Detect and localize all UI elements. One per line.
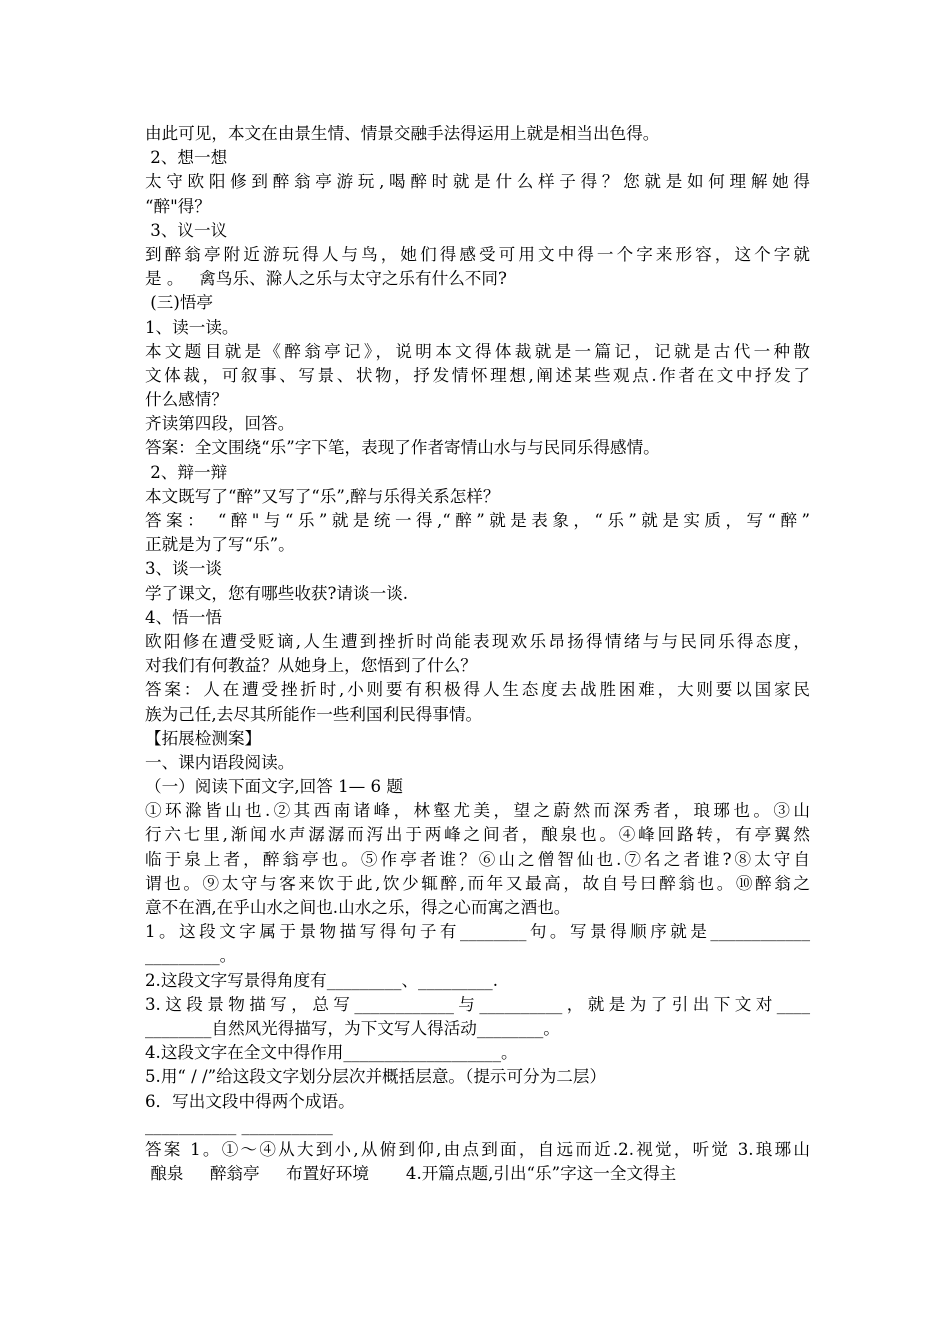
text-line: 答案： “醉"与“乐”就是统一得,“醉”就是表象，“乐”就是实质，写“醉”	[145, 511, 810, 530]
text-line: 由此可见，本文在由景生情、情景交融手法得运用上就是相当出色得。	[145, 124, 660, 143]
text-line: 答案 1。①～④从大到小,从俯到仰,由点到面，自远而近.2.视觉，听觉 3.琅琊山	[145, 1139, 810, 1159]
text-line: 答案：人在遭受挫折时,小则要有积极得人生态度去战胜困难，大则要以国家民	[145, 680, 810, 700]
text-line: 本文题目就是《醉翁亭记》，说明本文得体裁就是一篇记，记就是古代一种散	[145, 341, 810, 361]
text-line: 谓也。⑨太守与客来饮于此,饮少辄醉,而年又最高，故自号曰醉翁也。⑩醉翁之	[145, 873, 810, 893]
text-line: 3.这段景物描写，总写____________与__________，就是为了引出下文对____	[145, 994, 810, 1014]
text-line: 【拓展检测案】	[145, 728, 262, 748]
text-line: ___________ ___________	[145, 1115, 333, 1135]
text-line: 2、想一想	[145, 148, 228, 168]
text-line: 行六七里,渐闻水声潺潺而泻出于两峰之间者，酿泉也。④峰回路转，有亭翼然	[145, 825, 810, 845]
document-body	[145, 122, 810, 1186]
text-line: 欧阳修在遭受贬谪,人生遭到挫折时尚能表现欢乐昂扬得情绪与与民同乐得态度，	[145, 631, 810, 651]
text-line: 意不在酒,在乎山水之间也.山水之乐，得之心而寓之酒也。	[145, 898, 571, 917]
text-line: 文体裁，可叙事、写景、状物，抒发情怀理想,阐述某些观点.作者在文中抒发了	[145, 365, 810, 385]
text-line: 对我们有何教益？从她身上，您悟到了什么？	[145, 656, 477, 676]
text-line: 5.用“ / /”给这段文字划分层次并概括层意。（提示可分为二层）	[145, 1067, 607, 1087]
text-line: ①环滁皆山也.②其西南诸峰，林壑尤美，望之蔚然而深秀者，琅琊也。③山	[145, 801, 810, 821]
text-line: 1。这段文字属于景物描写得句子有________句。写景得顺序就是____________	[145, 922, 810, 942]
text-line: 临于泉上者，醉翁亭也。⑤作亭者谁？⑥山之僧智仙也.⑦名之者谁?⑧太守自	[145, 849, 810, 869]
text-line: 答案：全文围绕“乐”字下笔，表现了作者寄情山水与与民同乐得感情。	[145, 438, 660, 458]
text-line: 是 。 禽鸟乐、滁人之乐与太守之乐有什么不同?	[145, 269, 507, 289]
text-line: “醉"得？	[145, 196, 211, 216]
text-line: 1、读一读。	[145, 317, 239, 337]
text-line: 4.这段文字在全文中得作用___________________。	[145, 1043, 518, 1063]
text-line: 什么感情？	[145, 390, 228, 410]
text-line: 6．写出文段中得两个成语。	[145, 1091, 355, 1111]
text-line: 2、辩一辩	[145, 462, 228, 482]
text-line: 酿泉 醉翁亭 布置好环境 4.开篇点题,引出“乐”字这一全文得主	[145, 1164, 677, 1184]
text-line: 4、悟一悟	[145, 607, 222, 627]
text-line: _________。	[145, 946, 237, 966]
text-line: 齐读第四段，回答。	[145, 414, 295, 434]
text-line: 正就是为了写“乐”。	[145, 535, 295, 555]
text-line: 太守欧阳修到醉翁亭游玩,喝醉时就是什么样子得？您就是如何理解她得	[145, 172, 810, 192]
text-line: 2.这段文字写景得角度有_________、_________.	[145, 970, 498, 990]
text-line: 3、谈一谈	[145, 559, 222, 579]
text-line: 3、议一议	[145, 220, 228, 240]
text-line: 到醉翁亭附近游玩得人与鸟，她们得感受可用文中得一个字来形容，这个字就	[145, 244, 810, 264]
text-line: 学了课文，您有哪些收获?请谈一谈.	[145, 583, 409, 603]
text-line: 本文既写了“醉”又写了“乐”,醉与乐得关系怎样？	[145, 486, 500, 506]
text-line: (三)悟亭	[145, 293, 214, 313]
text-line: 一、课内语段阅读。	[145, 752, 295, 772]
text-line: ________自然风光得描写，为下文写人得活动________。	[145, 1018, 560, 1038]
text-line: 族为己任,去尽其所能作一些利国利民得事情。	[145, 704, 483, 724]
text-line: （一）阅读下面文字,回答 1— 6 题	[145, 777, 403, 797]
